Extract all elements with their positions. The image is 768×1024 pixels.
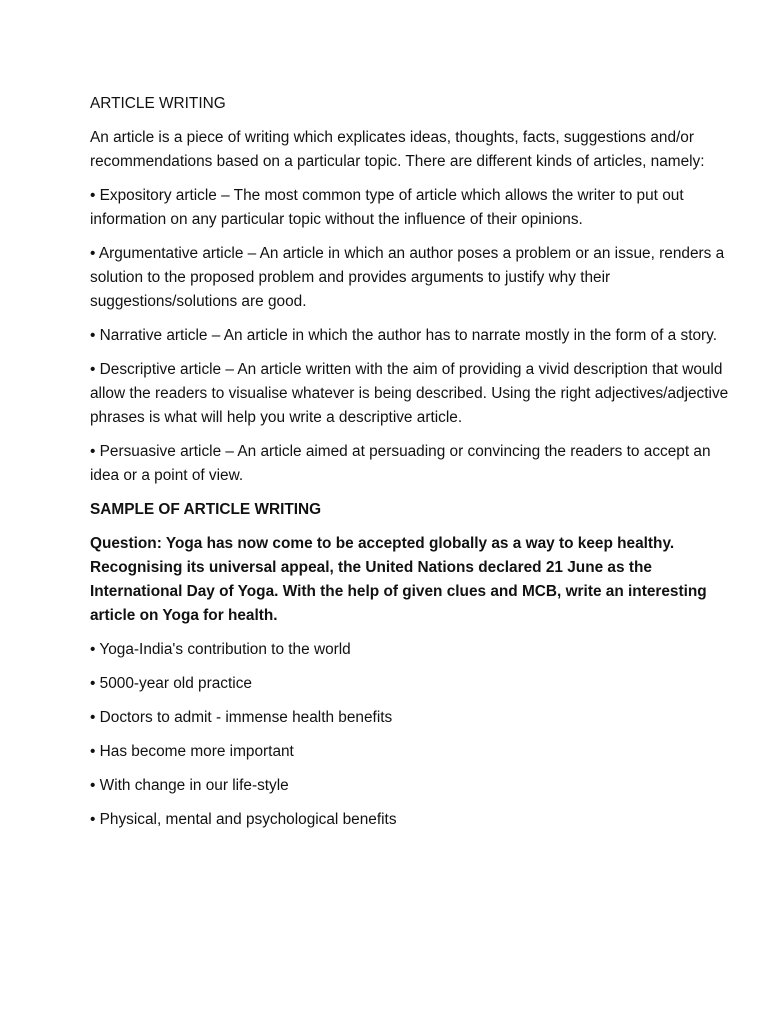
clue-item: • Doctors to admit - immense health benefits bbox=[90, 709, 393, 726]
article-type-narrative: • Narrative article – An article in which the author has to narrate mostly in the form of a story. bbox=[90, 327, 717, 344]
clue-item: • Physical, mental and psychological benefits bbox=[90, 811, 397, 828]
article-type-expository: • Expository article – The most common type of article which allows the writer to put out information on any particular topic without the influence of their opinions. bbox=[90, 187, 684, 228]
intro-paragraph: An article is a piece of writing which explicates ideas, thoughts, facts, suggestions and/or recommendations based on a particular topic. There are different kinds of articles, namely: bbox=[90, 129, 705, 170]
clue-item: • Has become more important bbox=[90, 743, 294, 760]
clue-item: • 5000-year old practice bbox=[90, 675, 252, 692]
article-type-argumentative: • Argumentative article – An article in which an author poses a problem or an issue, renders a solution to the proposed problem and provides arguments to justify why their suggestions/solutions are good. bbox=[90, 245, 725, 310]
clue-item: • Yoga-India's contribution to the world bbox=[90, 641, 351, 658]
clue-item: • With change in our life-style bbox=[90, 777, 289, 794]
document-heading: ARTICLE WRITING bbox=[90, 95, 226, 112]
document-page bbox=[90, 92, 740, 842]
article-type-persuasive: • Persuasive article – An article aimed at persuading or convincing the readers to accept an idea or a point of view. bbox=[90, 443, 711, 484]
question-paragraph: Question: Yoga has now come to be accepted globally as a way to keep healthy. Recognising its universal appeal, the United Nations declared 21 June as the International Day of Yoga. With the help of given clues and MCB, write an interesting article on Yoga for health. bbox=[90, 535, 707, 624]
sample-heading: SAMPLE OF ARTICLE WRITING bbox=[90, 501, 322, 518]
article-type-descriptive: • Descriptive article – An article written with the aim of providing a vivid description that would allow the readers to visualise whatever is being described. Using the right adjectives/adjective phrases is what will help you write a descriptive article. bbox=[90, 361, 729, 426]
